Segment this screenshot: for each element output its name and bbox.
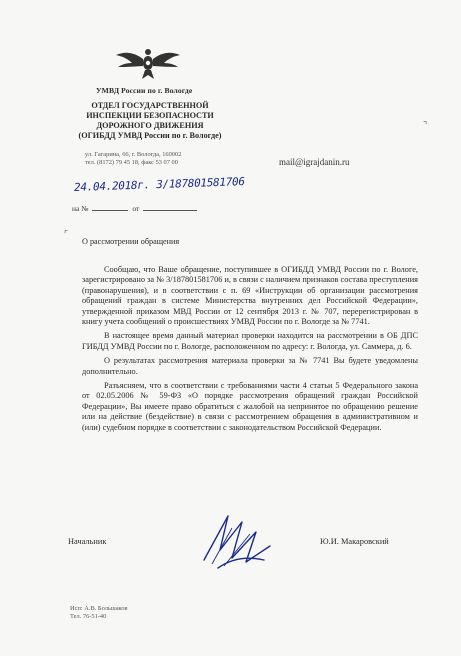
body-paragraph: О результатах рассмотрения материала проверки за № 7741 Вы будете уведомлены дополнительно.	[82, 356, 418, 376]
ref-date-label: от	[132, 204, 140, 213]
dept-line: ОТДЕЛ ГОСУДАРСТВЕННОЙ	[91, 101, 209, 110]
recipient-email: mail@igrajdanin.ru	[279, 157, 350, 167]
address-block	[85, 151, 181, 166]
ref-number-label: на №	[72, 204, 89, 213]
dept-line: (ОГИБДД УМВД России по г. Вологде)	[78, 131, 222, 140]
letter-body	[82, 265, 418, 437]
executor-block	[70, 605, 128, 621]
police-emblem-icon	[112, 41, 184, 83]
ref-number-blank	[92, 210, 128, 211]
executor-phone: Тел. 76-51-40	[70, 612, 107, 620]
signatory-name: Ю.И. Макаровский	[320, 537, 389, 546]
body-paragraph: В настоящее время данный материал проверки находится на рассмотрении в ОБ ДПС ГИБДД УМВД России по г. Вологде, расположенном по адресу: г. Вологда, ул. Саммера, д. 6.	[82, 331, 418, 351]
subject-line: О рассмотрении обращения	[82, 237, 180, 246]
dept-line: ДОРОЖНОГО ДВИЖЕНИЯ	[96, 121, 204, 130]
dept-line: ИНСПЕКЦИИ БЕЗОПАСНОСТИ	[86, 111, 214, 120]
reference-line	[72, 204, 197, 213]
body-paragraph: Сообщаю, что Ваше обращение, поступившее в ОГИБДД УМВД России по г. Вологе, зарегистрировано за № 3/187801581706 и, в связи с наличием признаков состава преступления (правонарушения), и в соответствии с п. 69 «Инструкции об организации рассмотрения обращений граждан в системе Министерства внутренних дел Российской Федерации», утвержденной приказом МВД России от 12 сентября 2013 г. № 707, перерегистрирован в книгу учета сообщений о происшествиях УМВД России по г. Вологде за № 7741.	[82, 265, 418, 327]
org-name: УМВД России по г. Вологде	[96, 86, 193, 95]
body-paragraph: Разъясняем, что в соответствии с требованиями части 4 статьи 5 Федерального закона от 02.05.2006 № 59-ФЗ «О порядке рассмотрения обращений граждан Российской Федерации», Вы имеете право обратиться с жалобой на непринятое по обращению решение или на действие (бездействие) в связи с рассмотрением обращения в административном и (или) судебном порядке в соответствии с законодательством Российской Федерации.	[82, 381, 418, 432]
executor-name: Исп: А.В. Большаков	[70, 605, 128, 612]
address-line: ул. Гагарина, 66, г. Вологда, 160002	[85, 151, 182, 158]
address-line: тел. (8172) 79 45 18, факс 53 07 00	[85, 158, 178, 166]
corner-mark: ⌝	[423, 120, 428, 130]
handwritten-registration: 24.04.2018г. 3/187801581706	[73, 175, 245, 194]
department-block	[70, 101, 230, 141]
ref-date-blank	[143, 210, 197, 211]
corner-mark: ⌜	[64, 229, 69, 239]
signatory-title: Начальник	[68, 537, 107, 546]
handwritten-signature	[198, 510, 278, 575]
